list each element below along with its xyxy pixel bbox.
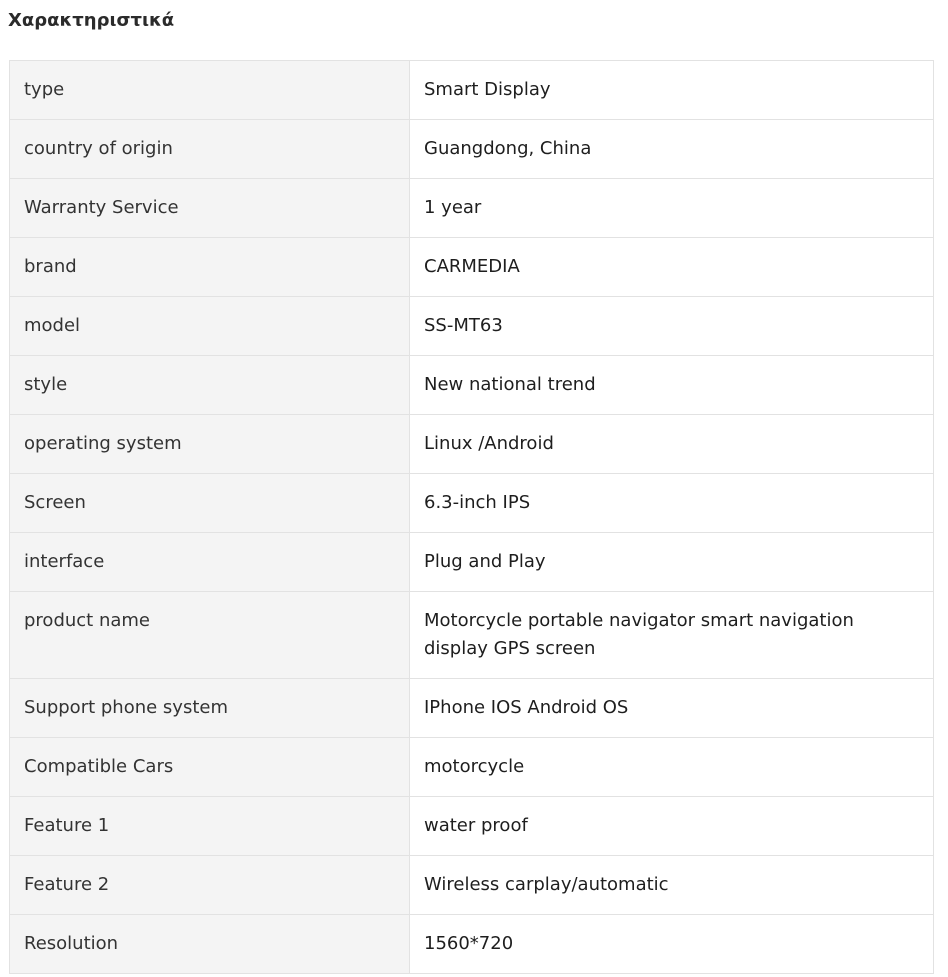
table-row	[10, 679, 934, 738]
spec-key: Feature 1	[10, 797, 410, 856]
table-row	[10, 356, 934, 415]
spec-key: type	[10, 61, 410, 120]
spec-key: model	[10, 297, 410, 356]
spec-key: Screen	[10, 474, 410, 533]
table-row	[10, 533, 934, 592]
table-row	[10, 474, 934, 533]
spec-key: style	[10, 356, 410, 415]
spec-value: New national trend	[410, 356, 934, 415]
table-row	[10, 856, 934, 915]
spec-value: Wireless carplay/automatic	[410, 856, 934, 915]
table-row	[10, 415, 934, 474]
spec-value: Motorcycle portable navigator smart navigation display GPS screen	[410, 592, 934, 679]
spec-value: Linux /Android	[410, 415, 934, 474]
spec-key: Warranty Service	[10, 179, 410, 238]
spec-key: country of origin	[10, 120, 410, 179]
spec-value: water proof	[410, 797, 934, 856]
table-row	[10, 120, 934, 179]
spec-value: Guangdong, China	[410, 120, 934, 179]
spec-value: CARMEDIA	[410, 238, 934, 297]
spec-value: Plug and Play	[410, 533, 934, 592]
spec-key: brand	[10, 238, 410, 297]
table-row	[10, 297, 934, 356]
spec-key: Compatible Cars	[10, 738, 410, 797]
table-row	[10, 915, 934, 974]
spec-value: Smart Display	[410, 61, 934, 120]
spec-key: product name	[10, 592, 410, 679]
table-row	[10, 179, 934, 238]
spec-key: Resolution	[10, 915, 410, 974]
spec-table	[9, 60, 934, 974]
table-row	[10, 61, 934, 120]
spec-value: 1560*720	[410, 915, 934, 974]
table-row	[10, 238, 934, 297]
spec-key: Feature 2	[10, 856, 410, 915]
spec-value: motorcycle	[410, 738, 934, 797]
table-row	[10, 797, 934, 856]
table-row	[10, 738, 934, 797]
section-title: Χαρακτηριστικά	[8, 10, 175, 31]
spec-value: IPhone IOS Android OS	[410, 679, 934, 738]
table-row	[10, 592, 934, 679]
spec-key: operating system	[10, 415, 410, 474]
spec-key: Support phone system	[10, 679, 410, 738]
spec-value: 1 year	[410, 179, 934, 238]
spec-value: 6.3-inch IPS	[410, 474, 934, 533]
spec-key: interface	[10, 533, 410, 592]
spec-value: SS-MT63	[410, 297, 934, 356]
